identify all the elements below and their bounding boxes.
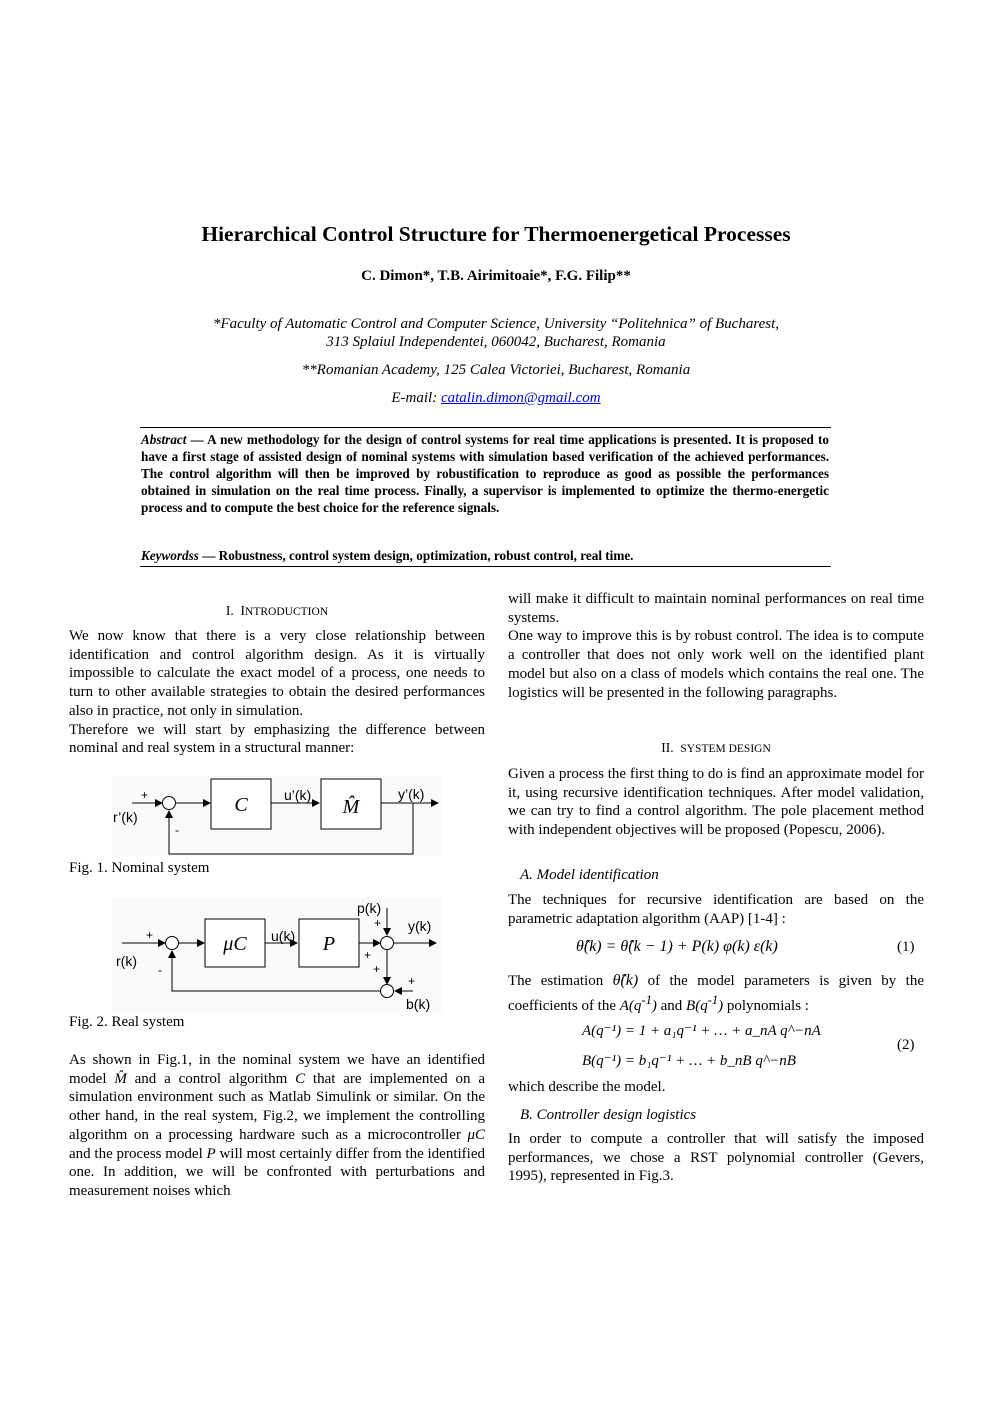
equation-1-number: (1) [897, 939, 915, 955]
right-column-intro [508, 590, 924, 702]
keywords-dash: — [198, 548, 219, 563]
fig1-minus-sign: - [175, 823, 179, 837]
equation-2-number: (2) [897, 1037, 915, 1053]
fig2-summing-junction-1 [166, 937, 179, 950]
section-1-body [69, 627, 485, 758]
fig-discussion-paragraph [69, 1051, 485, 1201]
para3-part-b: and a control algorithm [126, 1070, 296, 1087]
section-1-title-first: I [240, 603, 246, 618]
abstract-top-rule [140, 427, 831, 428]
figure-1-background [112, 776, 442, 856]
equation-2a: A(q⁻¹) = 1 + a₁q⁻¹ + … + a_nA q^−nA [582, 1023, 821, 1039]
figure-1-caption: Fig. 1. Nominal system [69, 860, 210, 876]
symbol-mu-c: μC [467, 1126, 485, 1143]
email-line [0, 389, 992, 407]
estimation-text-b: of the model parameters is given by the coefficients of the [508, 973, 925, 1014]
affiliation-1 [0, 315, 992, 351]
section-1-title-rest: NTRODUCTION [245, 606, 329, 618]
fig2-summing-junction-2 [381, 937, 394, 950]
fig2-block-p-label: P [322, 933, 336, 955]
symbol-m-hat: M̂ [114, 1070, 127, 1087]
section-2-paragraph-1: Given a process the first thing to do is find an approximate model for it, using recursive identification techniques. After model validation, we can try to find a control algorithm. The pole placement method with independent objectives will be proposed (Popescu, 2006). [508, 766, 924, 839]
subsection-b-heading: B. Controller design logistics [520, 1107, 697, 1123]
authors: C. Dimon*, T.B. Airimitoaie*, F.G. Filip** [361, 268, 631, 284]
fig1-y-label: y’(k) [398, 786, 425, 802]
subsection-b-paragraph: In order to compute a controller that will satisfy the imposed performances, we chose a RST polynomial controller (Gevers, 1995), represented in Fig.3. [508, 1131, 924, 1185]
continued-paragraph: will make it difficult to maintain nominal performances on real time systems. [508, 591, 924, 626]
estimation-and: and [656, 997, 687, 1014]
section-1-numeral: I. [225, 603, 234, 618]
affiliation-1-line-2: 313 Splaiul Independentei, 060042, Bucharest, Romania [326, 334, 666, 350]
section-2-numeral: II. [661, 740, 674, 755]
fig2-block-muc-label: μC [223, 933, 247, 955]
affiliation-1-line-1: *Faculty of Automatic Control and Computer Science, University “Politehnica” of Bucharest, [212, 316, 780, 332]
affiliation-2: **Romanian Academy, 125 Calea Victoriei, Bucharest, Romania [301, 362, 691, 378]
subsection-a-heading: A. Model identification [520, 867, 659, 883]
fig2-plus-sign-5: + [408, 974, 416, 988]
fig1-block-m-label: M̂ [342, 796, 360, 818]
estimation-poly-a: A(q [619, 997, 642, 1014]
para3-part-c: that are implemented on a simulation environment such as Matlab Simulink or similar. On the other hand, in the real system, Fig.2, we implement the controlling algorithm on a processing hardware such as a microcontroller [69, 1070, 485, 1143]
abstract [141, 431, 829, 516]
intro-paragraph-1: We now know that there is a very close relationship between identification and control algorithm design. As it is virtually impossible to calculate the exact model of a process, one needs to turn to other available strategies to obtain the desired performances also in practice, not only in simulation. [69, 628, 485, 719]
estimation-text-a: The estimation [508, 973, 613, 989]
fig1-block-c-label: C [234, 794, 248, 816]
keywords [141, 548, 829, 564]
symbol-p: P [206, 1145, 216, 1162]
abstract-label: Abstract [141, 432, 187, 447]
para3-part-e: will most certainly differ from the identified one. In addition, we will be confronted with perturbations and measurement noises which [69, 1145, 485, 1199]
figure-1-diagram [108, 772, 444, 858]
estimation-poly-b-exp: -1 [707, 992, 719, 1007]
estimation-poly-b-close: ) [718, 997, 724, 1014]
fig2-u-label: u(k) [271, 928, 296, 944]
estimation-poly-b: B(q [686, 997, 708, 1014]
abstract-text: A new methodology for the design of control systems for real time applications is presented. It is proposed to have a first stage of assisted design of nominal systems with simulation based verification of the achieved performances. The control algorithm will then be improved by robustification to reproduce as good as possible the performances obtained in simulation on the real time process. Finally, a supervisor is implemented to optimize the thermo-energetic process and to compute the best choice for the reference signals. [141, 432, 830, 515]
para3-part-a: As shown in Fig.1, in the nominal system we have an identified model [69, 1052, 485, 1087]
section-1-heading [69, 603, 485, 619]
keywords-label: Keywordss [141, 548, 199, 563]
robust-paragraph: One way to improve this is by robust control. The idea is to compute a controller that does not only work well on the identified plant model but also on a class of models which contains the real one. The logistics will be presented in the following paragraphs. [508, 628, 924, 701]
section-2-title: SYSTEM DESIGN [680, 743, 771, 755]
section-2-heading [508, 740, 924, 756]
estimation-symbol: θ̂(k) [612, 972, 639, 989]
fig2-input-label: r(k) [116, 953, 137, 969]
estimation-poly-a-exp: -1 [641, 992, 652, 1007]
figure-2-diagram [108, 896, 444, 1014]
email-label: E-mail: [391, 390, 441, 406]
fig2-plus-sign-1: + [146, 928, 154, 942]
fig2-summing-junction-3 [381, 985, 394, 998]
intro-paragraph-2: Therefore we will start by emphasizing the difference between nominal and real system in a structural manner: [69, 721, 485, 757]
fig2-plus-sign-2: + [374, 916, 382, 930]
fig1-input-label: r’(k) [113, 809, 138, 825]
abstract-bottom-rule [140, 566, 831, 567]
fig1-u-label: u’(k) [284, 787, 312, 803]
fig1-summing-junction [163, 797, 176, 810]
equation-2b: B(q⁻¹) = b₁q⁻¹ + … + b_nB q^−nB [582, 1053, 796, 1069]
fig2-p-label: p(k) [357, 900, 382, 916]
estimation-poly-a-close: ) [651, 997, 657, 1014]
which-describe-line: which describe the model. [508, 1079, 666, 1095]
subsection-a-paragraph: The techniques for recursive identification are based on the parametric adaptation algorithm (AAP) [1-4] : [508, 892, 924, 927]
fig2-b-label: b(k) [406, 996, 431, 1012]
keywords-text: Robustness, control system design, optimization, robust control, real time. [218, 548, 634, 563]
equation-1: θ̂(k) = θ̂(k − 1) + P(k) φ(k) ε(k) [576, 938, 778, 955]
fig2-plus-sign-4: + [373, 962, 381, 976]
para3-part-d: and the process model [69, 1145, 207, 1162]
estimation-text-c: polynomials : [723, 997, 809, 1014]
fig2-y-label: y(k) [408, 918, 432, 934]
fig2-plus-sign-3: + [364, 948, 372, 962]
paper-title: Hierarchical Control Structure for Thermoenergetical Processes [201, 222, 791, 246]
fig2-minus-sign: - [158, 963, 162, 977]
symbol-c: C [295, 1070, 306, 1087]
fig1-plus-sign: + [141, 788, 149, 802]
abstract-dash: — [186, 432, 208, 447]
estimation-paragraph [508, 972, 924, 1015]
email-link[interactable]: catalin.dimon@gmail.com [440, 390, 601, 406]
figure-2-caption: Fig. 2. Real system [69, 1014, 185, 1030]
